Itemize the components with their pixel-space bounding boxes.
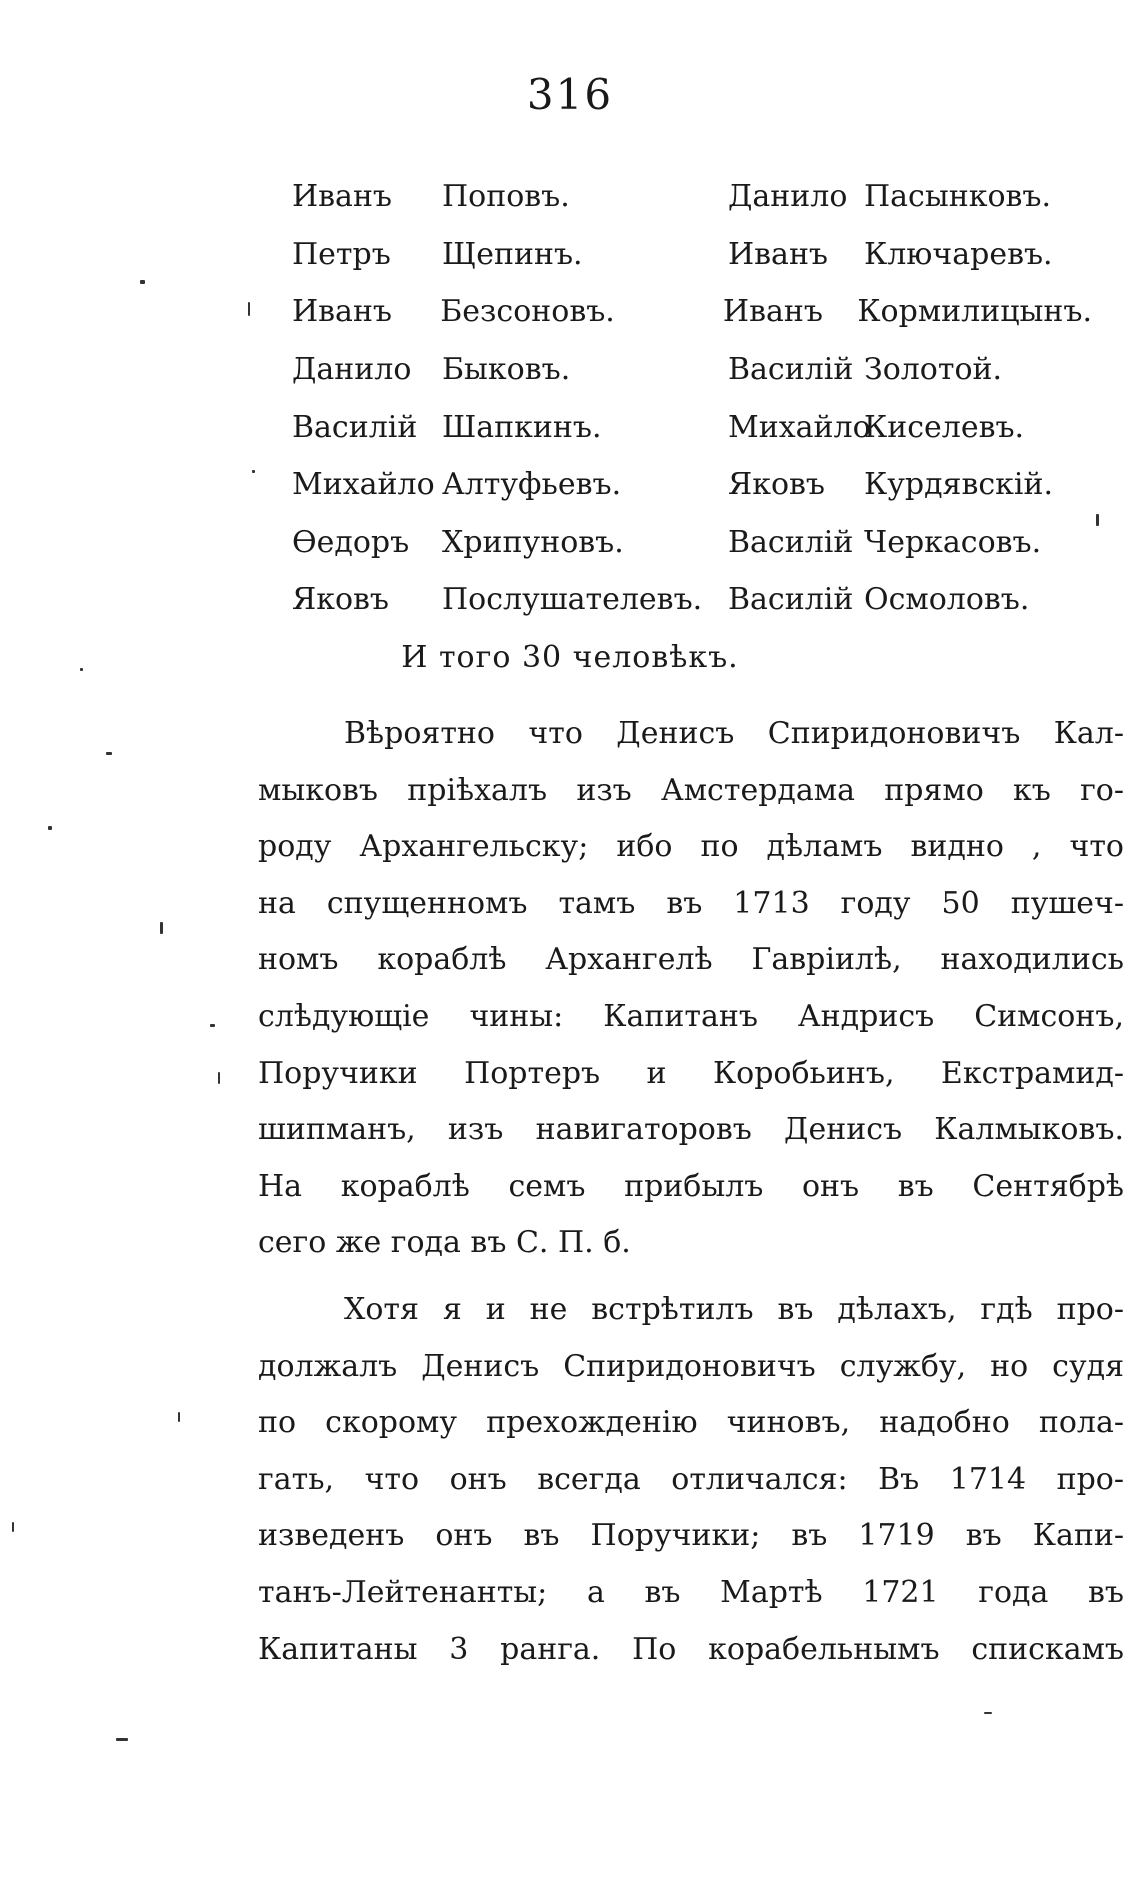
text-line: сего же года въ С. П. б.: [258, 1225, 631, 1261]
text-line: на спущенномъ тамъ въ 1713 году 50 пушеч-: [258, 885, 1124, 921]
left-last-name: Безсоновъ.: [440, 294, 615, 330]
crew-name-list: [292, 168, 1092, 629]
name-row: [292, 514, 1092, 572]
right-last-name: Курдявскій.: [864, 467, 1054, 503]
left-last-name: Алтуфьевъ.: [442, 467, 622, 503]
right-last-name: Ключаревъ.: [864, 236, 1053, 272]
left-first-name: Яковъ: [292, 582, 390, 618]
scan-speck: [178, 1412, 180, 1422]
text-line: слѣдующіе чины: Капитанъ Андрисъ Симсонъ,: [258, 998, 1124, 1034]
name-row: [292, 398, 1092, 456]
scan-speck: [12, 1522, 14, 1532]
scan-speck: [984, 1712, 992, 1714]
text-line: Хотя я и не встрѣтилъ въ дѣлахъ, гдѣ про-: [344, 1292, 1124, 1327]
left-last-name: Быковъ.: [442, 352, 571, 388]
text-line: Поручики Портеръ и Коробьинъ, Екстрамид-: [258, 1055, 1124, 1091]
right-last-name: Пасынковъ.: [864, 179, 1052, 215]
name-row: [292, 341, 1092, 399]
scan-speck: [106, 752, 112, 755]
text-line: изведенъ онъ въ Поручики; въ 1719 въ Капи-: [258, 1518, 1124, 1554]
text-line: танъ-Лейтенанты; а въ Мартѣ 1721 года въ: [258, 1574, 1124, 1610]
left-last-name: Хрипуновъ.: [442, 524, 624, 560]
right-first-name: Василій: [728, 524, 854, 560]
text-line: шипманъ, изъ навигаторовъ Денисъ Калмыковъ.: [258, 1112, 1124, 1148]
right-last-name: Черкасовъ.: [864, 524, 1042, 560]
left-last-name: Поповъ.: [442, 179, 570, 215]
scan-speck: [80, 668, 83, 671]
text-line: На кораблѣ семъ прибылъ онъ въ Сентябрѣ: [258, 1168, 1124, 1204]
left-last-name: Щепинъ.: [442, 236, 583, 272]
text-line: по скорому прехожденію чиновъ, надобно пола-: [258, 1405, 1124, 1441]
right-first-name: Михайло: [728, 409, 871, 445]
left-first-name: Иванъ: [292, 179, 393, 215]
text-line: должалъ Денисъ Спиридоновичъ службу, но судя: [258, 1348, 1124, 1384]
scan-speck: [248, 302, 250, 316]
right-first-name: Яковъ: [728, 467, 826, 503]
text-line: Капитаны 3 ранга. По корабельнымъ спискамъ: [258, 1631, 1124, 1667]
name-row: [292, 456, 1092, 514]
scan-speck: [116, 1738, 128, 1741]
scan-speck: [252, 470, 255, 473]
left-first-name: Иванъ: [292, 294, 393, 330]
name-row: [292, 283, 1092, 341]
right-last-name: Киселевъ.: [864, 409, 1025, 445]
text-line: номъ кораблѣ Архангелѣ Гавріилѣ, находились: [258, 942, 1124, 978]
scan-speck: [1096, 514, 1099, 526]
right-first-name: Василій: [728, 352, 854, 388]
scan-speck: [160, 922, 163, 934]
left-last-name: Шапкинъ.: [442, 409, 602, 445]
left-first-name: Михайло: [292, 467, 435, 503]
left-last-name: Послушателевъ.: [442, 582, 703, 618]
right-first-name: Иванъ: [728, 236, 829, 272]
left-first-name: Василій: [292, 409, 418, 445]
scan-speck: [210, 1024, 215, 1027]
page-number: 316: [526, 70, 614, 119]
scan-speck: [48, 826, 52, 830]
scan-speck: [218, 1072, 220, 1084]
right-last-name: Кормилицынъ.: [857, 294, 1092, 330]
total-count-line: И того 30 человѣкъ.: [401, 640, 739, 675]
name-row: [292, 226, 1092, 284]
paragraph-arrival: [258, 706, 1124, 1272]
right-last-name: Осмоловъ.: [864, 582, 1030, 618]
left-first-name: Данило: [292, 352, 412, 388]
text-line: Вѣроятно что Денисъ Спиридоновичъ Кал-: [344, 716, 1124, 751]
text-line: роду Архангельску; ибо по дѣламъ видно , что: [258, 829, 1124, 865]
left-first-name: Өедоръ: [292, 524, 410, 560]
text-line: гать, что онъ всегда отличался: Въ 1714 про-: [258, 1461, 1124, 1497]
right-first-name: Василій: [728, 582, 854, 618]
right-first-name: Иванъ: [722, 294, 823, 330]
right-first-name: Данило: [728, 179, 848, 215]
paragraph-service: [258, 1282, 1124, 1678]
text-line: мыковъ пріѣхалъ изъ Амстердама прямо къ го-: [258, 772, 1124, 808]
left-first-name: Петръ: [292, 236, 391, 272]
right-last-name: Золотой.: [864, 352, 1003, 388]
name-row: [292, 571, 1092, 629]
name-row: [292, 168, 1092, 226]
scan-speck: [140, 280, 145, 284]
